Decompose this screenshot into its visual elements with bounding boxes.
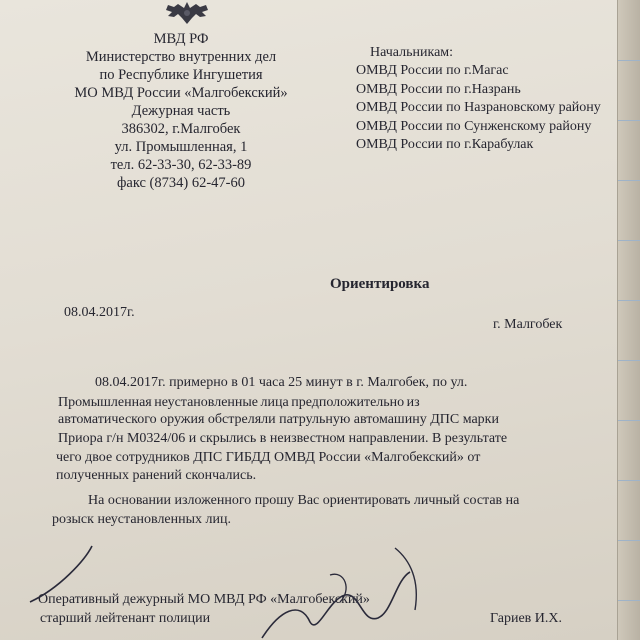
- addressee-item: ОМВД России по Сунженскому району: [356, 118, 592, 134]
- letterhead-line: ул. Промышленная, 1: [114, 139, 248, 155]
- signer-name: Гариев И.Х.: [490, 611, 562, 626]
- handwritten-signature: [0, 540, 640, 640]
- addressee-heading: Начальникам:: [370, 45, 454, 60]
- letterhead-line: Министерство внутренних дел: [85, 49, 277, 65]
- letterhead-line: 386302, г.Малгобек: [121, 121, 241, 137]
- addressee-list: [356, 62, 601, 155]
- body-line: 08.04.2017г. примерно в 01 часа 25 минут в г. Малгобек, по ул.: [95, 375, 468, 390]
- document-place: г. Малгобек: [493, 317, 563, 332]
- addressee-item: ОМВД России по г.Назрань: [356, 81, 521, 97]
- body-line: чего двое сотрудников ДПС ГИБДД ОМВД России «Малгобекский» от: [56, 450, 481, 465]
- emblem-icon: [160, 0, 214, 26]
- signer-rank: старший лейтенант полиции: [40, 611, 211, 626]
- signer-position: Оперативный дежурный МО МВД РФ «Малгобекский»: [38, 592, 370, 607]
- body-line: Приора г/н М0324/06 и скрылись в неизвестном направлении. В результате: [58, 431, 508, 446]
- letterhead-line: по Республике Ингушетия: [99, 67, 263, 83]
- letterhead: [70, 30, 292, 192]
- body-line: полученных ранений скончались.: [56, 468, 257, 483]
- body-line: Промышленная неустановленные лица предположительно из: [58, 395, 420, 410]
- document-date: 08.04.2017г.: [64, 305, 135, 320]
- page-edge: [617, 0, 640, 640]
- body-line: На основании изложенного прошу Вас ориентировать личный состав на: [88, 493, 520, 508]
- letterhead-line: МВД РФ: [153, 31, 209, 47]
- letterhead-line: факс (8734) 62-47-60: [116, 175, 245, 191]
- letterhead-line: тел. 62-33-30, 62-33-89: [110, 157, 252, 173]
- document-title: Ориентировка: [330, 276, 430, 292]
- letterhead-line: МО МВД России «Малгобекский»: [74, 85, 288, 101]
- body-line: автоматического оружия обстреляли патрульную автомашину ДПС марки: [58, 412, 499, 427]
- addressee-item: ОМВД России по Назрановскому району: [356, 100, 601, 115]
- addressee-item: ОМВД России по г.Магас: [356, 63, 509, 78]
- body-line: розыск неустановленных лиц.: [52, 512, 232, 527]
- letterhead-line: Дежурная часть: [131, 103, 231, 119]
- addressee-item: ОМВД России по г.Карабулак: [356, 137, 534, 152]
